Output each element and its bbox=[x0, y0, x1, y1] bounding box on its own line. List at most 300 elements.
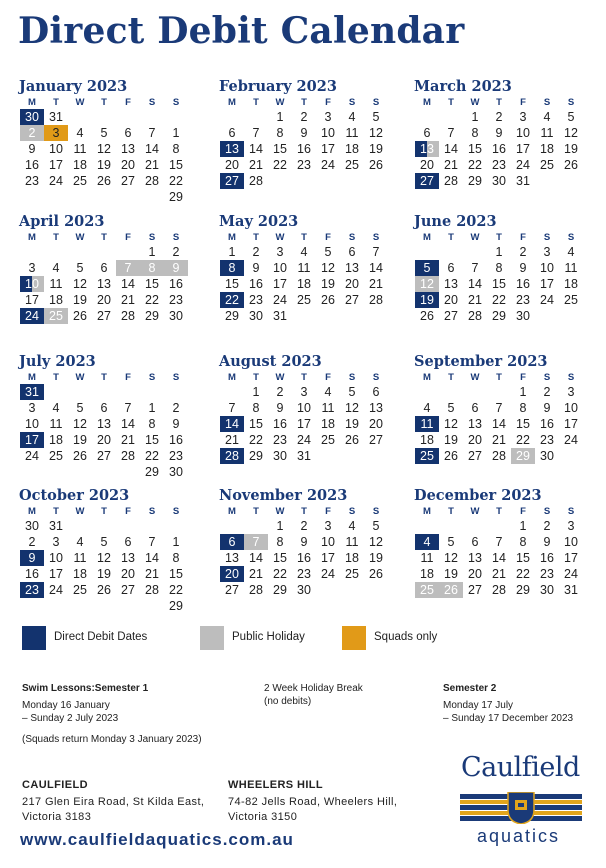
day-cell: 2 bbox=[172, 245, 180, 259]
weekday-header: T bbox=[253, 372, 259, 383]
day-cell: 7 bbox=[372, 245, 380, 259]
day-cell: 28 bbox=[492, 583, 506, 597]
day-cell: 30 bbox=[25, 519, 39, 533]
day-cell: 31 bbox=[49, 110, 63, 124]
legend-swatch-direct-debit bbox=[22, 626, 46, 650]
day-cell: 20 bbox=[468, 433, 482, 447]
day-cell: 13 bbox=[220, 141, 244, 157]
month-block bbox=[220, 213, 390, 324]
day-cell: 17 bbox=[20, 432, 44, 448]
day-cell bbox=[220, 384, 244, 400]
day-cell: 6 bbox=[124, 535, 132, 549]
day-cell: 2 bbox=[300, 519, 308, 533]
day-cell: 18 bbox=[297, 277, 311, 291]
day-cell: 22 bbox=[145, 293, 159, 307]
month-grid bbox=[20, 371, 190, 480]
day-cell: 13 bbox=[121, 142, 135, 156]
day-cell bbox=[364, 582, 388, 598]
day-cell: 19 bbox=[415, 292, 439, 308]
day-cell bbox=[364, 448, 388, 464]
caulfield-line2: Victoria 3183 bbox=[22, 811, 92, 823]
weekday-header: M bbox=[228, 372, 236, 383]
day-cell: 17 bbox=[321, 551, 335, 565]
day-cell: 20 bbox=[97, 293, 111, 307]
weekday-header: T bbox=[496, 506, 502, 517]
day-cell: 15 bbox=[273, 551, 287, 565]
day-cell: 27 bbox=[225, 583, 239, 597]
day-cell: 10 bbox=[321, 535, 335, 549]
day-cell: 27 bbox=[369, 433, 383, 447]
weekday-header: F bbox=[325, 372, 331, 383]
weekday-header: T bbox=[101, 97, 107, 108]
day-cell: 1 bbox=[519, 385, 527, 399]
day-cell bbox=[44, 244, 68, 260]
day-cell bbox=[116, 384, 140, 400]
weekday-header: T bbox=[253, 232, 259, 243]
month-block bbox=[220, 78, 390, 189]
day-cell: 5 bbox=[372, 519, 380, 533]
day-cell: 13 bbox=[468, 551, 482, 565]
website-link[interactable]: www.caulfieldaquatics.com.au bbox=[20, 830, 294, 849]
day-cell: 16 bbox=[297, 142, 311, 156]
day-cell: 21 bbox=[492, 433, 506, 447]
logo-subtitle: aquatics bbox=[477, 826, 561, 846]
day-cell bbox=[340, 582, 364, 598]
day-cell: 26 bbox=[444, 449, 458, 463]
day-cell: 4 bbox=[52, 261, 60, 275]
day-cell: 18 bbox=[564, 277, 578, 291]
day-cell: 15 bbox=[225, 277, 239, 291]
day-cell: 10 bbox=[564, 401, 578, 415]
legend-swatch-squads-only bbox=[342, 626, 366, 650]
weekday-header: F bbox=[325, 506, 331, 517]
day-cell bbox=[164, 109, 188, 125]
day-cell: 19 bbox=[564, 142, 578, 156]
day-cell: 27 bbox=[444, 309, 458, 323]
day-cell: 14 bbox=[468, 277, 482, 291]
day-cell: 6 bbox=[220, 534, 244, 550]
weekday-header: S bbox=[148, 372, 156, 383]
day-cell: 26 bbox=[97, 174, 111, 188]
day-cell: 12 bbox=[415, 276, 439, 292]
weekday-header: F bbox=[125, 232, 131, 243]
day-cell: 24 bbox=[321, 158, 335, 172]
day-cell bbox=[92, 244, 116, 260]
day-cell: 20 bbox=[97, 433, 111, 447]
day-cell: 31 bbox=[273, 309, 287, 323]
weekday-header: S bbox=[148, 97, 156, 108]
month-grid bbox=[220, 505, 390, 598]
day-cell: 21 bbox=[468, 293, 482, 307]
day-cell: 7 bbox=[148, 535, 156, 549]
legend-swatch-public-holiday bbox=[200, 626, 224, 650]
weekday-header: M bbox=[28, 232, 36, 243]
weekday-header: T bbox=[301, 506, 307, 517]
day-cell bbox=[463, 384, 487, 400]
day-cell bbox=[140, 384, 164, 400]
day-cell bbox=[20, 464, 44, 480]
day-cell: 27 bbox=[121, 174, 135, 188]
day-cell bbox=[164, 518, 188, 534]
weekday-header: S bbox=[372, 232, 380, 243]
weekday-header: T bbox=[53, 372, 59, 383]
day-cell bbox=[68, 189, 92, 205]
day-cell: 15 bbox=[145, 433, 159, 447]
day-cell: 7 bbox=[148, 126, 156, 140]
day-cell: 30 bbox=[249, 309, 263, 323]
day-cell: 4 bbox=[415, 534, 439, 550]
day-cell: 1 bbox=[471, 110, 479, 124]
day-cell: 19 bbox=[369, 142, 383, 156]
day-cell: 14 bbox=[145, 142, 159, 156]
day-cell: 19 bbox=[444, 433, 458, 447]
day-cell: 31 bbox=[564, 583, 578, 597]
day-cell: 10 bbox=[273, 261, 287, 275]
weekday-header: F bbox=[125, 97, 131, 108]
day-cell: 13 bbox=[225, 551, 239, 565]
day-cell: 31 bbox=[297, 449, 311, 463]
day-cell: 7 bbox=[228, 401, 236, 415]
day-cell: 12 bbox=[564, 126, 578, 140]
day-cell: 9 bbox=[172, 417, 180, 431]
weekday-header: F bbox=[520, 97, 526, 108]
day-cell bbox=[140, 518, 164, 534]
day-cell: 1 bbox=[519, 519, 527, 533]
month-name: January 2023 bbox=[19, 78, 128, 95]
day-cell: 2 bbox=[519, 245, 527, 259]
day-cell bbox=[220, 518, 244, 534]
day-cell: 14 bbox=[492, 417, 506, 431]
day-cell bbox=[415, 109, 439, 125]
weekday-header: F bbox=[125, 506, 131, 517]
day-cell: 7 bbox=[447, 126, 455, 140]
day-cell: 5 bbox=[447, 401, 455, 415]
weekday-header: S bbox=[372, 97, 380, 108]
logo-crest-icon bbox=[460, 792, 582, 824]
day-cell: 18 bbox=[49, 293, 63, 307]
day-cell: 2 bbox=[300, 110, 308, 124]
day-cell: 14 bbox=[492, 551, 506, 565]
day-cell: 6 bbox=[471, 401, 479, 415]
squads-note: (Squads return Monday 3 January 2023) bbox=[22, 734, 202, 745]
day-cell: 28 bbox=[145, 583, 159, 597]
day-cell: 23 bbox=[516, 293, 530, 307]
month-name: March 2023 bbox=[414, 78, 512, 95]
day-cell: 17 bbox=[297, 417, 311, 431]
weekday-header: W bbox=[275, 232, 285, 243]
month-block bbox=[415, 487, 585, 598]
day-cell bbox=[340, 173, 364, 189]
day-cell: 13 bbox=[415, 141, 439, 157]
day-cell: 11 bbox=[420, 551, 434, 565]
break-note: (no debits) bbox=[264, 696, 312, 707]
weekday-header: W bbox=[75, 372, 85, 383]
day-cell: 22 bbox=[468, 158, 482, 172]
page-title: Direct Debit Calendar bbox=[18, 10, 465, 52]
day-cell: 18 bbox=[345, 142, 359, 156]
month-grid bbox=[415, 96, 585, 189]
day-cell: 23 bbox=[297, 567, 311, 581]
day-cell: 15 bbox=[169, 158, 183, 172]
day-cell bbox=[487, 518, 511, 534]
day-cell bbox=[439, 109, 463, 125]
weekday-header: W bbox=[75, 97, 85, 108]
day-cell: 5 bbox=[100, 126, 108, 140]
day-cell: 8 bbox=[148, 417, 156, 431]
weekday-header: M bbox=[228, 506, 236, 517]
day-cell: 30 bbox=[492, 174, 506, 188]
day-cell: 5 bbox=[324, 245, 332, 259]
day-cell: 13 bbox=[345, 261, 359, 275]
day-cell: 20 bbox=[369, 417, 383, 431]
weekday-header: S bbox=[543, 506, 551, 517]
day-cell: 24 bbox=[564, 567, 578, 581]
day-cell: 25 bbox=[73, 174, 87, 188]
month-block bbox=[20, 213, 190, 324]
day-cell: 13 bbox=[468, 417, 482, 431]
day-cell: 22 bbox=[273, 567, 287, 581]
day-cell: 10 bbox=[20, 276, 44, 292]
weekday-header: W bbox=[275, 372, 285, 383]
day-cell bbox=[415, 518, 439, 534]
day-cell bbox=[116, 109, 140, 125]
day-cell bbox=[244, 109, 268, 125]
weekday-header: T bbox=[448, 97, 454, 108]
day-cell: 14 bbox=[444, 142, 458, 156]
day-cell: 16 bbox=[25, 158, 39, 172]
day-cell bbox=[164, 384, 188, 400]
day-cell: 22 bbox=[169, 174, 183, 188]
day-cell: 20 bbox=[420, 158, 434, 172]
day-cell bbox=[44, 464, 68, 480]
day-cell bbox=[44, 384, 68, 400]
weekday-header: S bbox=[172, 232, 180, 243]
day-cell: 9 bbox=[519, 261, 527, 275]
day-cell bbox=[439, 384, 463, 400]
day-cell bbox=[316, 582, 340, 598]
day-cell: 23 bbox=[540, 433, 554, 447]
day-cell bbox=[140, 109, 164, 125]
day-cell: 27 bbox=[97, 449, 111, 463]
day-cell: 28 bbox=[145, 174, 159, 188]
day-cell: 24 bbox=[49, 174, 63, 188]
day-cell: 23 bbox=[25, 174, 39, 188]
day-cell: 23 bbox=[249, 293, 263, 307]
day-cell bbox=[44, 189, 68, 205]
day-cell: 18 bbox=[420, 567, 434, 581]
day-cell: 3 bbox=[276, 245, 284, 259]
day-cell bbox=[92, 189, 116, 205]
day-cell: 5 bbox=[447, 535, 455, 549]
day-cell: 24 bbox=[516, 158, 530, 172]
day-cell: 9 bbox=[543, 535, 551, 549]
day-cell: 30 bbox=[540, 583, 554, 597]
day-cell: 1 bbox=[228, 245, 236, 259]
month-grid bbox=[415, 231, 585, 324]
day-cell: 28 bbox=[369, 293, 383, 307]
day-cell: 13 bbox=[444, 277, 458, 291]
day-cell: 19 bbox=[97, 158, 111, 172]
day-cell: 8 bbox=[519, 535, 527, 549]
day-cell: 16 bbox=[516, 277, 530, 291]
day-cell: 11 bbox=[49, 417, 63, 431]
weekday-header: S bbox=[567, 232, 575, 243]
semester1-title: Swim Lessons:Semester 1 bbox=[22, 683, 149, 694]
logo-wordmark: Caulfield bbox=[461, 752, 580, 783]
day-cell: 12 bbox=[73, 417, 87, 431]
day-cell: 26 bbox=[439, 582, 463, 598]
day-cell: 27 bbox=[220, 173, 244, 189]
day-cell: 15 bbox=[516, 551, 530, 565]
day-cell bbox=[220, 109, 244, 125]
day-cell: 21 bbox=[249, 158, 263, 172]
day-cell bbox=[439, 518, 463, 534]
day-cell: 30 bbox=[297, 583, 311, 597]
day-cell: 1 bbox=[495, 245, 503, 259]
day-cell bbox=[340, 448, 364, 464]
month-name: November 2023 bbox=[219, 487, 348, 504]
day-cell: 1 bbox=[252, 385, 260, 399]
day-cell: 28 bbox=[220, 448, 244, 464]
weekday-header: S bbox=[348, 232, 356, 243]
day-cell: 26 bbox=[345, 433, 359, 447]
day-cell: 5 bbox=[567, 110, 575, 124]
day-cell: 7 bbox=[116, 260, 140, 276]
day-cell: 27 bbox=[415, 173, 439, 189]
day-cell: 28 bbox=[492, 449, 506, 463]
day-cell: 22 bbox=[249, 433, 263, 447]
day-cell: 18 bbox=[73, 567, 87, 581]
weekday-header: F bbox=[125, 372, 131, 383]
day-cell: 23 bbox=[169, 293, 183, 307]
day-cell: 28 bbox=[121, 309, 135, 323]
day-cell bbox=[140, 598, 164, 614]
day-cell: 6 bbox=[100, 261, 108, 275]
day-cell bbox=[20, 598, 44, 614]
day-cell bbox=[559, 448, 583, 464]
day-cell: 9 bbox=[495, 126, 503, 140]
day-cell: 6 bbox=[100, 401, 108, 415]
day-cell: 30 bbox=[169, 309, 183, 323]
day-cell: 21 bbox=[225, 433, 239, 447]
month-block bbox=[20, 487, 190, 614]
day-cell: 6 bbox=[124, 126, 132, 140]
day-cell: 26 bbox=[73, 449, 87, 463]
day-cell: 30 bbox=[169, 465, 183, 479]
day-cell: 16 bbox=[169, 433, 183, 447]
day-cell: 20 bbox=[121, 567, 135, 581]
month-block bbox=[220, 487, 390, 598]
month-block bbox=[415, 78, 585, 189]
month-block bbox=[20, 353, 190, 480]
day-cell: 3 bbox=[28, 261, 36, 275]
day-cell: 29 bbox=[145, 465, 159, 479]
weekday-header: S bbox=[543, 97, 551, 108]
weekday-header: T bbox=[301, 97, 307, 108]
weekday-header: S bbox=[372, 372, 380, 383]
day-cell: 15 bbox=[249, 417, 263, 431]
day-cell: 7 bbox=[495, 535, 503, 549]
day-cell: 21 bbox=[249, 567, 263, 581]
day-cell: 22 bbox=[169, 583, 183, 597]
day-cell bbox=[535, 308, 559, 324]
day-cell: 15 bbox=[468, 142, 482, 156]
month-grid bbox=[220, 371, 390, 464]
day-cell: 25 bbox=[44, 308, 68, 324]
day-cell: 2 bbox=[20, 125, 44, 141]
day-cell: 5 bbox=[415, 260, 439, 276]
day-cell: 25 bbox=[345, 158, 359, 172]
weekday-header: T bbox=[448, 506, 454, 517]
month-name: July 2023 bbox=[19, 353, 96, 370]
day-cell: 26 bbox=[73, 309, 87, 323]
day-cell: 25 bbox=[73, 583, 87, 597]
day-cell: 31 bbox=[516, 174, 530, 188]
day-cell bbox=[92, 518, 116, 534]
day-cell: 11 bbox=[415, 416, 439, 432]
day-cell: 12 bbox=[73, 277, 87, 291]
weekday-header: W bbox=[470, 232, 480, 243]
weekday-header: S bbox=[543, 232, 551, 243]
day-cell: 10 bbox=[297, 401, 311, 415]
day-cell: 7 bbox=[471, 261, 479, 275]
day-cell: 8 bbox=[140, 260, 164, 276]
weekday-header: T bbox=[496, 97, 502, 108]
day-cell: 9 bbox=[543, 401, 551, 415]
day-cell: 4 bbox=[348, 519, 356, 533]
weekday-header: M bbox=[28, 97, 36, 108]
day-cell: 8 bbox=[495, 261, 503, 275]
day-cell: 7 bbox=[244, 534, 268, 550]
day-cell: 1 bbox=[172, 126, 180, 140]
semester2-line1: Monday 17 July bbox=[443, 700, 514, 711]
day-cell: 22 bbox=[145, 449, 159, 463]
day-cell: 28 bbox=[249, 174, 263, 188]
day-cell: 25 bbox=[564, 293, 578, 307]
day-cell: 13 bbox=[97, 417, 111, 431]
day-cell: 22 bbox=[273, 158, 287, 172]
month-grid bbox=[220, 96, 390, 189]
day-cell bbox=[487, 384, 511, 400]
weekday-header: T bbox=[53, 97, 59, 108]
day-cell: 8 bbox=[471, 126, 479, 140]
day-cell: 4 bbox=[543, 110, 551, 124]
day-cell: 24 bbox=[564, 433, 578, 447]
weekday-header: F bbox=[520, 372, 526, 383]
day-cell: 2 bbox=[543, 385, 551, 399]
day-cell: 25 bbox=[415, 582, 439, 598]
day-cell bbox=[116, 598, 140, 614]
day-cell: 16 bbox=[273, 417, 287, 431]
weekday-header: M bbox=[423, 97, 431, 108]
day-cell: 15 bbox=[516, 417, 530, 431]
day-cell: 3 bbox=[324, 110, 332, 124]
day-cell: 27 bbox=[121, 583, 135, 597]
weekday-header: M bbox=[28, 372, 36, 383]
day-cell: 21 bbox=[121, 433, 135, 447]
wheelers-line1: 74-82 Jells Road, Wheelers Hill, bbox=[228, 796, 398, 808]
semester1-line2: – Sunday 2 July 2023 bbox=[22, 713, 119, 724]
day-cell: 28 bbox=[121, 449, 135, 463]
day-cell: 4 bbox=[52, 401, 60, 415]
day-cell: 14 bbox=[121, 277, 135, 291]
day-cell bbox=[364, 308, 388, 324]
day-cell: 11 bbox=[564, 261, 578, 275]
day-cell: 19 bbox=[97, 567, 111, 581]
day-cell: 25 bbox=[297, 293, 311, 307]
day-cell: 18 bbox=[49, 433, 63, 447]
day-cell: 31 bbox=[49, 519, 63, 533]
